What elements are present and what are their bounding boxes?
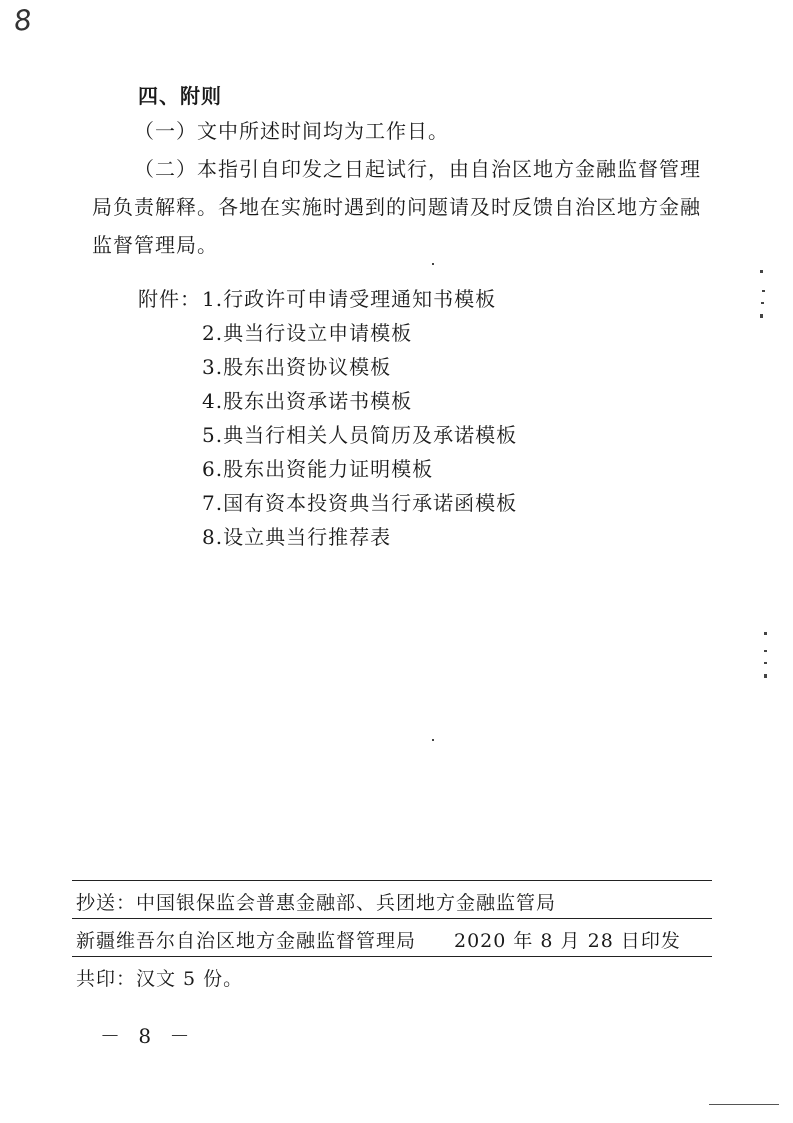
issue-date: 2020 年 8 月 28 日印发 [454,930,681,952]
footer-divider-top [72,880,712,881]
page-number: － 8 － [100,1024,196,1048]
attachment-item: 7.国有资本投资典当行承诺函模板 [202,491,518,515]
issuer-line [76,926,681,953]
attachment-item: 3.股东出资协议模板 [202,355,392,379]
issuer-name: 新疆维吾尔自治区地方金融监督管理局 [76,930,417,952]
attachment-item: 1.行政许可申请受理通知书模板 [202,287,497,311]
handwritten-page-mark: 8 [12,3,34,38]
cc-line: 抄送：中国银保监会普惠金融部、兵团地方金融监管局 [76,892,557,914]
attachment-item: 6.股东出资能力证明模板 [202,457,434,481]
footer-divider-bottom [72,956,712,957]
paragraph-2: （二）本指引自印发之日起试行，由自治区地方金融监督管理局负责解释。各地在实施时遇到的问题请及时反馈自治区地方金融监督管理局。 [92,157,701,257]
attachment-item: 4.股东出资承诺书模板 [202,389,413,413]
attachment-item: 5.典当行相关人员简历及承诺模板 [202,423,518,447]
attachments-list [202,282,517,554]
attachments-label: 附件： [138,287,201,311]
footer-divider-middle [72,918,712,919]
paragraph-1: （一）文中所述时间均为工作日。 [134,119,449,143]
copies-line: 共印：汉文 5 份。 [76,968,244,990]
attachment-item: 2.典当行设立申请模板 [202,321,413,345]
section-heading: 四、附则 [138,84,222,108]
scan-edge-mark [709,1104,779,1105]
attachment-item: 8.设立典当行推荐表 [202,525,392,549]
